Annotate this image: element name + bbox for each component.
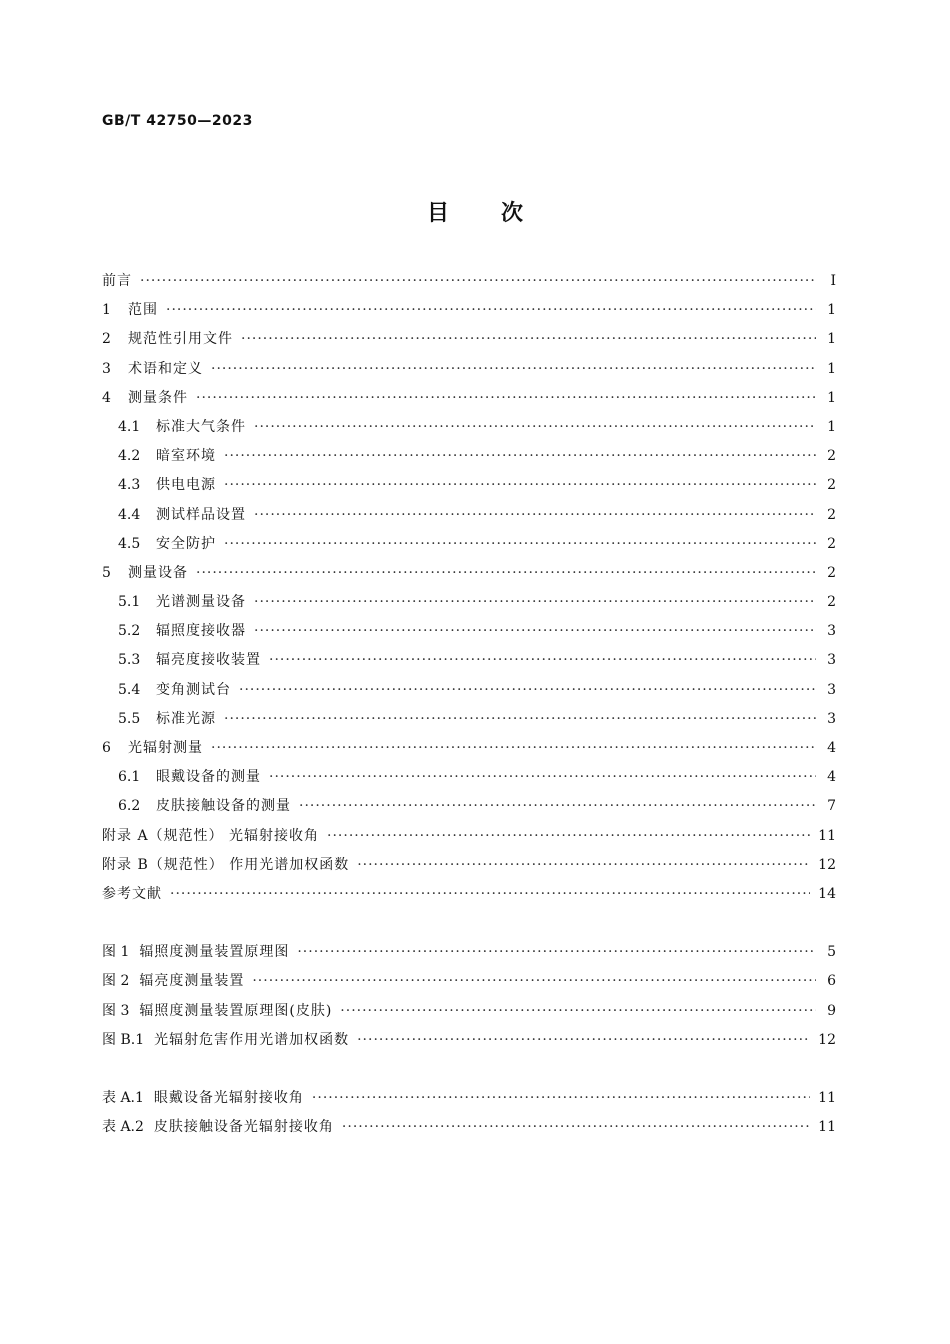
toc-entry-label: 前言: [102, 273, 132, 289]
table-entry-page: 11: [818, 1119, 836, 1136]
figure-entry-number: 图 3: [102, 1002, 130, 1019]
dot-leader: [196, 390, 816, 406]
toc-entry-page: 2: [827, 535, 836, 552]
table-entry-label: 眼戴设备光辐射接收角: [153, 1089, 304, 1106]
toc-entry-number: 1: [102, 302, 111, 319]
toc-entry-page: 3: [827, 681, 836, 698]
toc-entry-number: 6.1: [118, 769, 141, 786]
figure-entry-page: 6: [827, 973, 836, 990]
toc-entry-label: 标准大气条件: [156, 418, 246, 435]
dot-leader: [224, 477, 816, 493]
page-title: [0, 196, 950, 227]
toc-entry-label: 附录 B（规范性） 作用光谱加权函数: [102, 856, 350, 873]
figure-entry-label: 辐照度测量装置原理图: [139, 944, 290, 961]
toc-figure-list: [102, 941, 836, 1058]
toc-entry-label: 变角测试台: [156, 681, 231, 698]
toc-entry-page: 2: [827, 506, 836, 523]
toc-entry[interactable]: [102, 504, 836, 533]
table-entry-label: 皮肤接触设备光辐射接收角: [153, 1119, 334, 1136]
toc-entry-label: 标准光源: [156, 710, 216, 727]
toc-entry[interactable]: [102, 825, 836, 854]
toc-entry-number: 4: [102, 389, 111, 406]
dot-leader: [254, 419, 816, 435]
toc-entry-number: 4.2: [118, 448, 141, 465]
toc-entry[interactable]: [102, 795, 836, 824]
table-entry-number: 表 A.2: [102, 1119, 144, 1136]
dot-leader: [140, 273, 816, 289]
toc-entry-label: 术语和定义: [128, 360, 203, 377]
toc-entry-page: 1: [827, 418, 836, 435]
toc-entry-number: 4.3: [118, 477, 141, 494]
toc-entry-label: 规范性引用文件: [128, 331, 233, 348]
toc-entry[interactable]: [102, 328, 836, 357]
dot-leader: [239, 682, 816, 698]
toc-entry-page: 14: [818, 885, 836, 902]
toc-entry[interactable]: [102, 416, 836, 445]
toc-entry-number: 5.4: [118, 681, 141, 698]
table-entry[interactable]: [102, 1116, 836, 1145]
toc-entry-label: 暗室环境: [156, 448, 216, 465]
figure-entry-label: 辐亮度测量装置: [139, 973, 245, 990]
figure-entry-label: 光辐射危害作用光谱加权函数: [154, 1031, 350, 1048]
document-code: GB/T 42750—2023: [102, 113, 253, 129]
toc-entry[interactable]: [102, 445, 836, 474]
toc-entry-page: Ⅰ: [830, 273, 836, 289]
toc-entry[interactable]: [102, 854, 836, 883]
toc-entry-number: 5.1: [118, 594, 141, 611]
toc-entry[interactable]: [102, 474, 836, 503]
dot-leader: [297, 944, 816, 960]
toc-entry[interactable]: [102, 358, 836, 387]
toc-entry-page: 3: [827, 623, 836, 640]
figure-entry-number: 图 2: [102, 973, 130, 990]
dot-leader: [241, 331, 816, 347]
toc-entry-page: 3: [827, 710, 836, 727]
figure-entry-number: 图 1: [102, 944, 130, 961]
dot-leader: [166, 302, 816, 318]
figure-entry[interactable]: [102, 1000, 836, 1029]
toc-entry-number: 5.3: [118, 652, 141, 669]
toc-entry[interactable]: [102, 649, 836, 678]
toc-entry[interactable]: [102, 270, 836, 299]
toc-entry-page: 12: [818, 856, 836, 873]
toc-table-list: [102, 1087, 836, 1145]
toc-entry-label: 参考文献: [102, 885, 162, 902]
dot-leader: [269, 769, 816, 785]
toc-entry[interactable]: [102, 620, 836, 649]
toc-entry-number: 6: [102, 740, 111, 756]
figure-entry[interactable]: [102, 1029, 836, 1058]
toc-entry-page: 2: [827, 564, 836, 581]
toc-entry-page: 1: [827, 389, 836, 406]
toc-entry-label: 光辐射测量: [128, 740, 203, 756]
dot-leader: [224, 448, 816, 464]
dot-leader: [254, 623, 816, 639]
table-entry[interactable]: [102, 1087, 836, 1116]
toc-entry-label: 范围: [128, 302, 158, 319]
toc-entry-label: 测试样品设置: [156, 506, 246, 523]
toc-entry[interactable]: [102, 737, 836, 766]
toc-entry[interactable]: [102, 533, 836, 562]
toc-entry-page: 4: [827, 740, 836, 756]
toc-entry-label: 皮肤接触设备的测量: [156, 798, 291, 815]
figure-entry-page: 9: [827, 1002, 836, 1019]
toc-entry-number: 6.2: [118, 798, 141, 815]
dot-leader: [340, 1003, 816, 1019]
toc-entry-number: 5.2: [118, 623, 141, 640]
toc-entry-number: 4.4: [118, 506, 141, 523]
dot-leader: [211, 740, 816, 756]
figure-entry-page: 5: [827, 944, 836, 961]
toc-main-list: [102, 270, 836, 912]
dot-leader: [224, 711, 816, 727]
figure-entry-label: 辐照度测量装置原理图(皮肤): [139, 1002, 333, 1019]
toc-entry-number: 2: [102, 331, 111, 348]
table-entry-page: 11: [818, 1089, 836, 1106]
toc-entry[interactable]: [102, 883, 836, 912]
toc-entry-label: 测量条件: [128, 389, 188, 406]
dot-leader: [342, 1119, 810, 1135]
toc-entry[interactable]: [102, 708, 836, 737]
dot-leader: [196, 565, 816, 581]
dot-leader: [254, 594, 816, 610]
page-title-char-2: 次: [501, 201, 524, 226]
toc-entry-label: 安全防护: [156, 535, 216, 552]
toc-entry-number: 3: [102, 360, 111, 377]
toc-entry-page: 4: [827, 769, 836, 786]
dot-leader: [312, 1090, 810, 1106]
toc-entry-number: 4.1: [118, 418, 141, 435]
dot-leader: [299, 798, 816, 814]
toc-entry[interactable]: [102, 387, 836, 416]
toc-entry[interactable]: [102, 591, 836, 620]
toc-entry-number: 5: [102, 564, 111, 581]
toc-entry-label: 眼戴设备的测量: [156, 769, 261, 786]
toc-entry-page: 7: [827, 798, 836, 815]
dot-leader: [254, 507, 816, 523]
dot-leader: [269, 652, 816, 668]
page-title-char-1: 目: [426, 201, 449, 226]
toc-entry-page: 2: [827, 477, 836, 494]
toc-entry[interactable]: [102, 299, 836, 328]
figure-entry-page: 12: [818, 1031, 836, 1048]
toc-entry-label: 测量设备: [128, 564, 188, 581]
toc-entry-label: 附录 A（规范性） 光辐射接收角: [102, 827, 320, 844]
toc-entry-page: 11: [818, 827, 836, 844]
toc-entry-label: 光谱测量设备: [156, 594, 246, 611]
toc-entry-label: 供电电源: [156, 477, 216, 494]
dot-leader: [252, 973, 816, 989]
dot-leader: [211, 361, 816, 377]
toc-entry-page: 1: [827, 360, 836, 377]
figure-entry[interactable]: [102, 970, 836, 999]
toc-entry-number: 5.5: [118, 710, 141, 727]
toc-entry-page: 3: [827, 652, 836, 669]
toc-entry-page: 1: [827, 331, 836, 348]
dot-leader: [224, 536, 816, 552]
toc-entry-label: 辐亮度接收装置: [156, 652, 261, 669]
figure-entry[interactable]: [102, 941, 836, 970]
toc-entry-label: 辐照度接收器: [156, 623, 246, 640]
dot-leader: [357, 857, 810, 873]
dot-leader: [327, 828, 810, 844]
toc-entry[interactable]: [102, 766, 836, 795]
toc-entry-page: 2: [827, 448, 836, 465]
toc-entry[interactable]: [102, 562, 836, 591]
toc-entry-page: 2: [827, 594, 836, 611]
dot-leader: [170, 886, 810, 902]
toc-entry-page: 1: [827, 302, 836, 319]
dot-leader: [357, 1032, 810, 1048]
toc-entry[interactable]: [102, 679, 836, 708]
figure-entry-number: 图 B.1: [102, 1031, 145, 1048]
toc-entry-number: 4.5: [118, 535, 141, 552]
table-entry-number: 表 A.1: [102, 1089, 144, 1106]
table-of-contents: [102, 270, 836, 1145]
